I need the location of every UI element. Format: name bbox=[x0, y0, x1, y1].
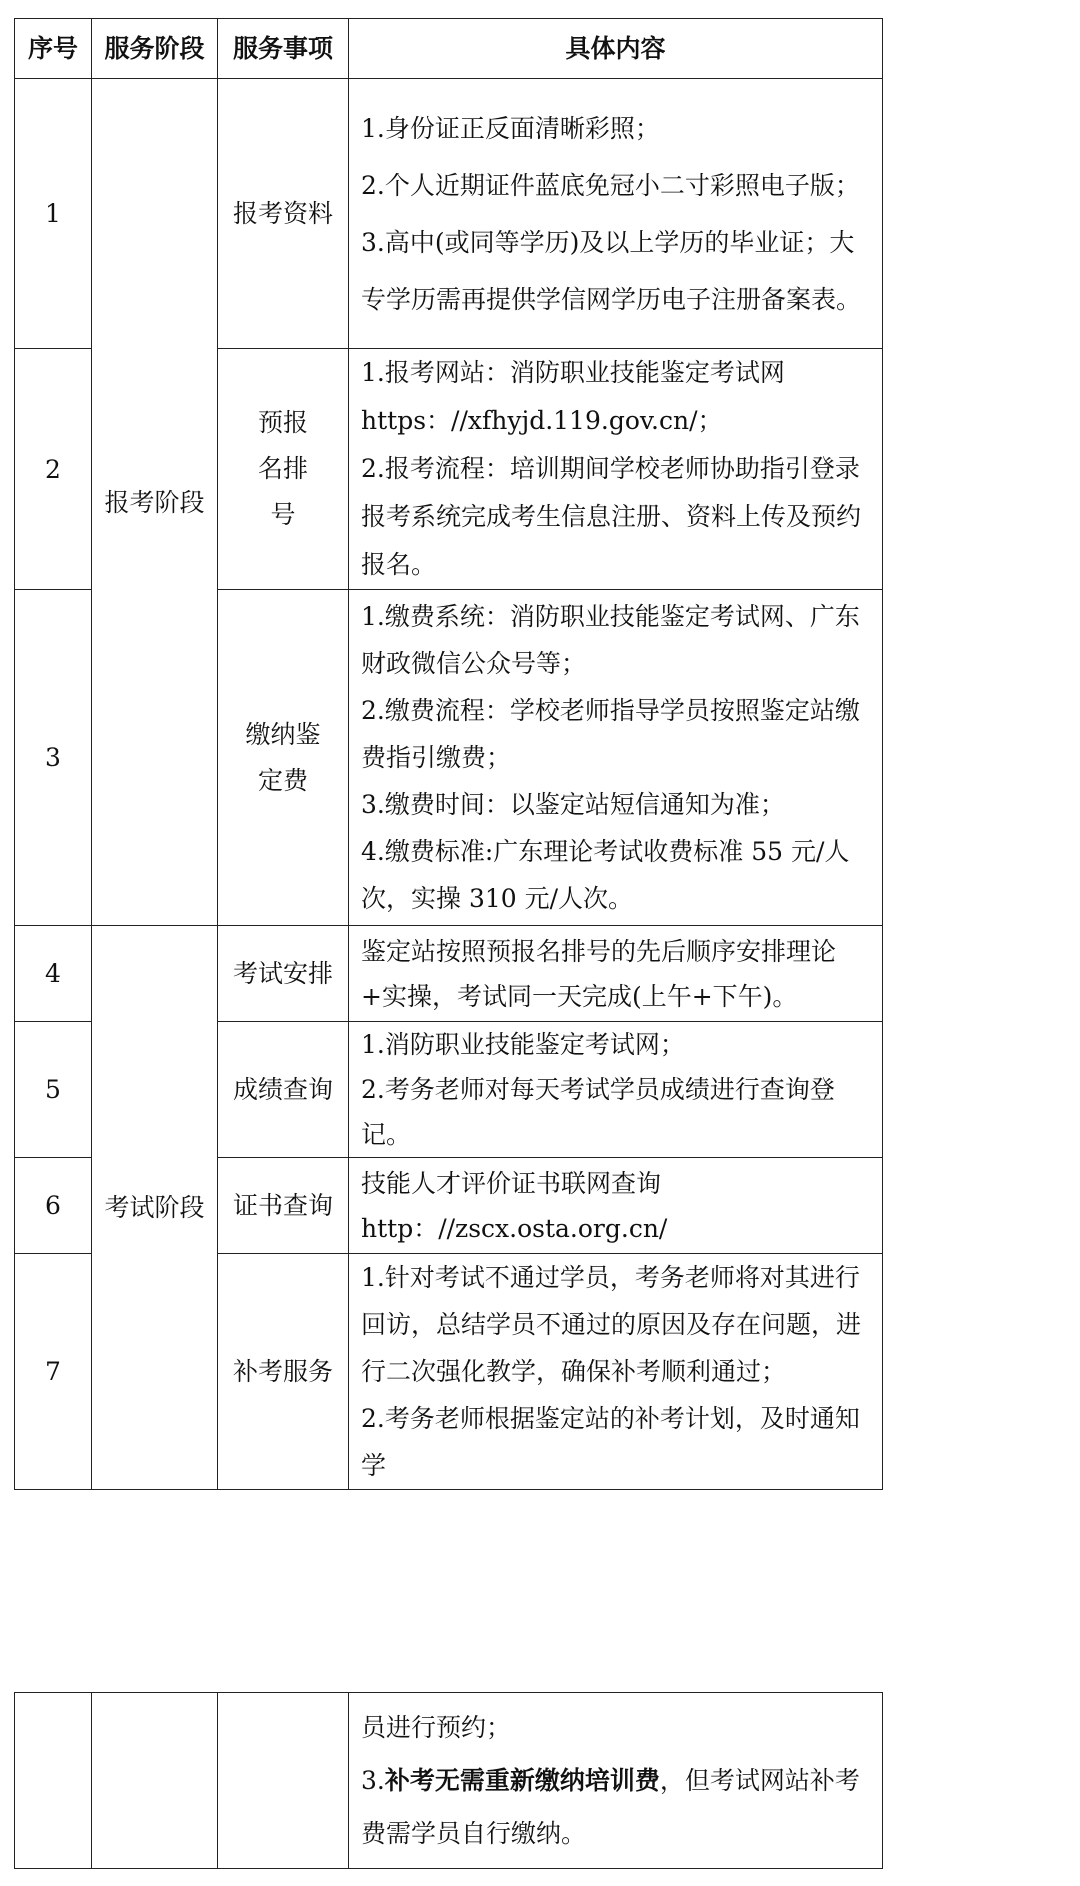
row-content-text: 1.缴费系统：消防职业技能鉴定考试网、广东财政微信公众号等； 2.缴费流程：学校老师指导学员按照鉴定站缴费指引缴费； 3.缴费时间：以鉴定站短信通知为准； 4.缴费标准:广东理论考试收费标准 55 元/人次，实操 310 元/人次。 bbox=[361, 602, 860, 913]
row-content-text: 1.消防职业技能鉴定考试网； 2.考务老师对每天考试学员成绩进行查询登记。 bbox=[361, 1030, 835, 1149]
row-seq: 5 bbox=[15, 1022, 92, 1158]
row-content bbox=[349, 1022, 883, 1158]
empty-cell bbox=[92, 1693, 218, 1869]
row-content bbox=[349, 926, 883, 1022]
row-content bbox=[349, 1693, 883, 1869]
row-seq: 4 bbox=[15, 926, 92, 1022]
continuation-line-1: 员进行预约； bbox=[361, 1713, 512, 1742]
header-content: 具体内容 bbox=[349, 19, 883, 79]
row-content bbox=[349, 79, 883, 349]
header-stage: 服务阶段 bbox=[92, 19, 218, 79]
header-item: 服务事项 bbox=[218, 19, 349, 79]
row-content bbox=[349, 1254, 883, 1490]
table-row bbox=[15, 926, 883, 1022]
row-content bbox=[349, 1158, 883, 1254]
row-seq: 1 bbox=[15, 79, 92, 349]
row-content-text: 鉴定站按照预报名排号的先后顺序安排理论+实操，考试同一天完成(上午+下午)。 bbox=[361, 936, 837, 1011]
row-seq: 3 bbox=[15, 590, 92, 926]
row-content bbox=[349, 590, 883, 926]
row-item bbox=[218, 349, 349, 590]
empty-cell bbox=[218, 1693, 349, 1869]
stage-cell-signup: 报考阶段 bbox=[92, 79, 218, 926]
continuation-table bbox=[14, 1692, 883, 1869]
row-seq: 7 bbox=[15, 1254, 92, 1490]
row-seq: 2 bbox=[15, 349, 92, 590]
row-item: 补考服务 bbox=[218, 1254, 349, 1490]
row-item: 报考资料 bbox=[218, 79, 349, 349]
bold-emphasis: 补考无需重新缴纳培训费 bbox=[384, 1766, 660, 1795]
row-content bbox=[349, 349, 883, 590]
list-number: 3. bbox=[361, 1766, 385, 1795]
header-seq: 序号 bbox=[15, 19, 92, 79]
table-row bbox=[15, 1693, 883, 1869]
row-content-text: 1.针对考试不通过学员，考务老师将对其进行回访，总结学员不通过的原因及存在问题，进行二次强化教学，确保补考顺利通过； 2.考务老师根据鉴定站的补考计划，及时通知学 bbox=[361, 1263, 862, 1480]
empty-cell bbox=[15, 1693, 92, 1869]
service-table bbox=[14, 18, 883, 1490]
row-item: 成绩查询 bbox=[218, 1022, 349, 1158]
table-header-row bbox=[15, 19, 883, 79]
table-row bbox=[15, 79, 883, 349]
row-item: 考试安排 bbox=[218, 926, 349, 1022]
row-seq: 6 bbox=[15, 1158, 92, 1254]
continuation-rest: ，但考试网站补考费需学员自行缴纳。 bbox=[361, 1766, 860, 1848]
stage-cell-exam: 考试阶段 bbox=[92, 926, 218, 1490]
row-content-text: 技能人才评价证书联网查询 http：//zscx.osta.org.cn/ bbox=[361, 1168, 668, 1243]
row-item-text: 预报名排号 bbox=[257, 408, 308, 529]
continuation-line-2 bbox=[361, 1754, 872, 1860]
row-item bbox=[218, 590, 349, 926]
row-item-text: 缴纳鉴定费 bbox=[245, 719, 321, 795]
row-content-text: 1.身份证正反面清晰彩照； 2.个人近期证件蓝底免冠小二寸彩照电子版； 3.高中(或同等学历)及以上学历的毕业证；大专学历需再提供学信网学历电子注册备案表。 bbox=[361, 113, 862, 314]
row-item: 证书查询 bbox=[218, 1158, 349, 1254]
row-content-text: 1.报考网站：消防职业技能鉴定考试网 https：//xfhyjd.119.gov.cn/； 2.报考流程：培训期间学校老师协助指引登录报考系统完成考生信息注册、资料上传及预约报名。 bbox=[361, 358, 862, 579]
